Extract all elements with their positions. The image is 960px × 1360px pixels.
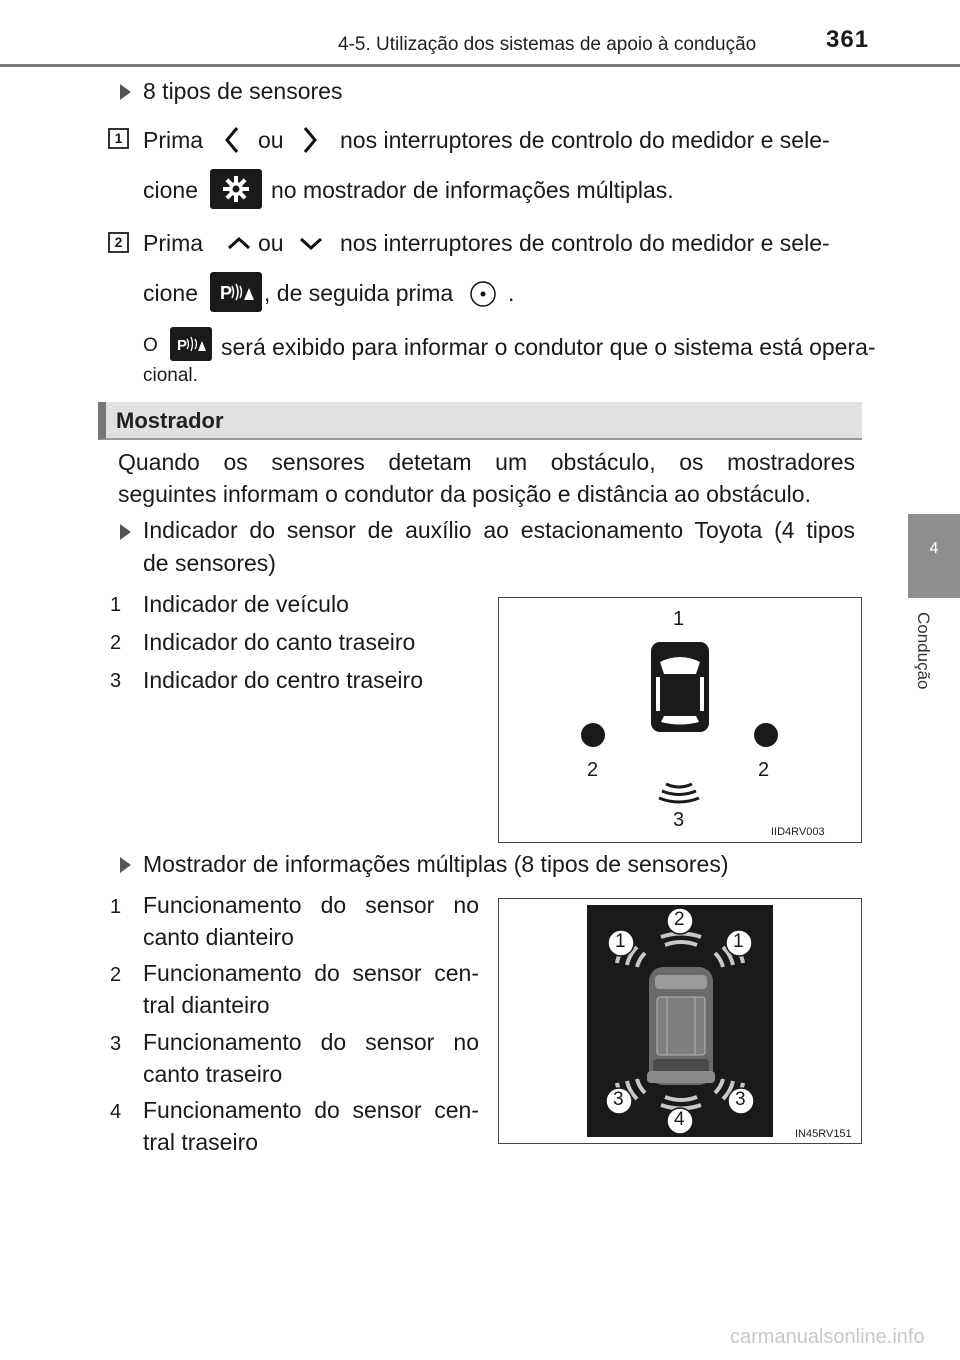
- callout-label: 4: [674, 1109, 685, 1130]
- list-item: Funcionamento do sensor no: [143, 892, 479, 918]
- note-prefix: O: [143, 335, 158, 356]
- callout-label: 1: [733, 931, 744, 952]
- step-1-destination: no mostrador de informações múltiplas.: [271, 177, 674, 203]
- list-item: Indicador de veículo: [143, 591, 349, 617]
- rear-corner-indicator-right: [754, 723, 778, 747]
- bullet-triangle-icon: [120, 524, 131, 540]
- list-item: Indicador do centro traseiro: [143, 667, 423, 693]
- chapter-label: [913, 612, 943, 712]
- callout-label: 1: [615, 931, 626, 952]
- step-2-ou: ou: [258, 230, 284, 256]
- callout-label: 2: [758, 759, 770, 781]
- item-number: 2: [110, 964, 122, 986]
- svg-text:P: P: [177, 337, 188, 354]
- settings-gear-icon: [210, 169, 262, 209]
- header-divider: [0, 64, 960, 67]
- chapter-label-text: Condução: [914, 612, 933, 690]
- chevron-up-icon: [226, 236, 252, 250]
- parking-sensor-icon: [210, 272, 262, 312]
- step-2-instruction: nos interruptores de controlo do medidor e sele-: [340, 230, 830, 256]
- step-2-period: .: [508, 280, 515, 306]
- figure-toyota-indicator: [498, 597, 862, 843]
- step-2-then-press: , de seguida prima: [264, 280, 454, 306]
- vehicle-indicator-icon: [651, 642, 709, 732]
- rear-corner-indicator-left: [581, 723, 605, 747]
- chapter-tab[interactable]: [908, 514, 960, 598]
- callout-label: 1: [673, 608, 685, 630]
- chevron-left-icon: [224, 126, 240, 154]
- callout-label: 2: [674, 909, 685, 930]
- section-title: Mostrador: [116, 408, 224, 433]
- section-header-mostrador: [98, 402, 862, 440]
- step-2-prima: Prima: [143, 230, 204, 256]
- callout-label: 3: [673, 809, 685, 831]
- intro-paragraph-line2: seguintes informam o condutor da posição e distância ao obstáculo.: [118, 481, 811, 507]
- toyota-indicator-heading-line1: Indicador do sensor de auxílio ao estacionamento Toyota (4 tipos: [143, 517, 855, 543]
- callout-label: 2: [587, 759, 599, 781]
- chevron-down-icon: [298, 236, 324, 250]
- rear-center-indicator: [659, 784, 699, 802]
- item-number: 2: [110, 632, 122, 654]
- chapter-number: 4: [929, 540, 939, 557]
- step-1-cione: cione: [143, 177, 198, 203]
- eight-sensors-heading: 8 tipos de sensores: [143, 78, 343, 104]
- list-item-cont: tral dianteiro: [143, 992, 270, 1018]
- front-sensor-arcs: [617, 934, 743, 968]
- list-item-cont: tral traseiro: [143, 1129, 259, 1155]
- bullet-triangle-icon: [120, 857, 131, 873]
- list-item-cont: canto dianteiro: [143, 924, 294, 950]
- callout-label: 3: [613, 1089, 624, 1110]
- step-1-badge: 1: [108, 128, 129, 149]
- step-1-ou: ou: [258, 127, 284, 153]
- list-item: Indicador do canto traseiro: [143, 629, 416, 655]
- note-text: será exibido para informar o condutor que o sistema está opera-: [221, 334, 876, 360]
- item-number: 1: [110, 896, 122, 918]
- page-number: 361: [826, 26, 870, 53]
- step-1-instruction: nos interruptores de controlo do medidor e sele-: [340, 127, 830, 153]
- intro-paragraph-line1: Quando os sensores detetam um obstáculo, os mostradores: [118, 449, 855, 475]
- step-2-cione: cione: [143, 280, 198, 306]
- toyota-indicator-heading-line2: de sensores): [143, 550, 276, 576]
- ok-button-icon: [469, 280, 497, 308]
- svg-text:P: P: [220, 283, 233, 303]
- item-number: 1: [110, 594, 122, 616]
- list-item: Funcionamento do sensor cen-: [143, 960, 479, 986]
- step-2-badge: 2: [108, 232, 129, 253]
- note-text-cont: cional.: [143, 365, 198, 386]
- callout-label: 3: [735, 1089, 746, 1110]
- display-screen: [587, 905, 773, 1137]
- parking-sensor-indicator-icon: [170, 327, 212, 361]
- item-number: 3: [110, 1033, 122, 1055]
- figure-code: IID4RV003: [771, 826, 825, 838]
- vehicle-top-view-icon: [647, 967, 715, 1085]
- item-number: 3: [110, 670, 122, 692]
- figure-multi-info-display: [498, 898, 862, 1144]
- list-item: Funcionamento do sensor no: [143, 1029, 479, 1055]
- figure-code: IN45RV151: [795, 1128, 852, 1140]
- step-1-prima: Prima: [143, 127, 204, 153]
- chevron-right-icon: [302, 126, 318, 154]
- list-item: Funcionamento do sensor cen-: [143, 1097, 479, 1123]
- site-watermark[interactable]: carmanualsonline.info: [730, 1326, 925, 1348]
- multi-info-heading: Mostrador de informações múltiplas (8 tipos de sensores): [143, 851, 729, 877]
- item-number: 4: [110, 1101, 122, 1123]
- bullet-triangle-icon: [120, 84, 131, 100]
- header-section-title: 4-5. Utilização dos sistemas de apoio à condução: [338, 34, 757, 55]
- list-item-cont: canto traseiro: [143, 1061, 283, 1087]
